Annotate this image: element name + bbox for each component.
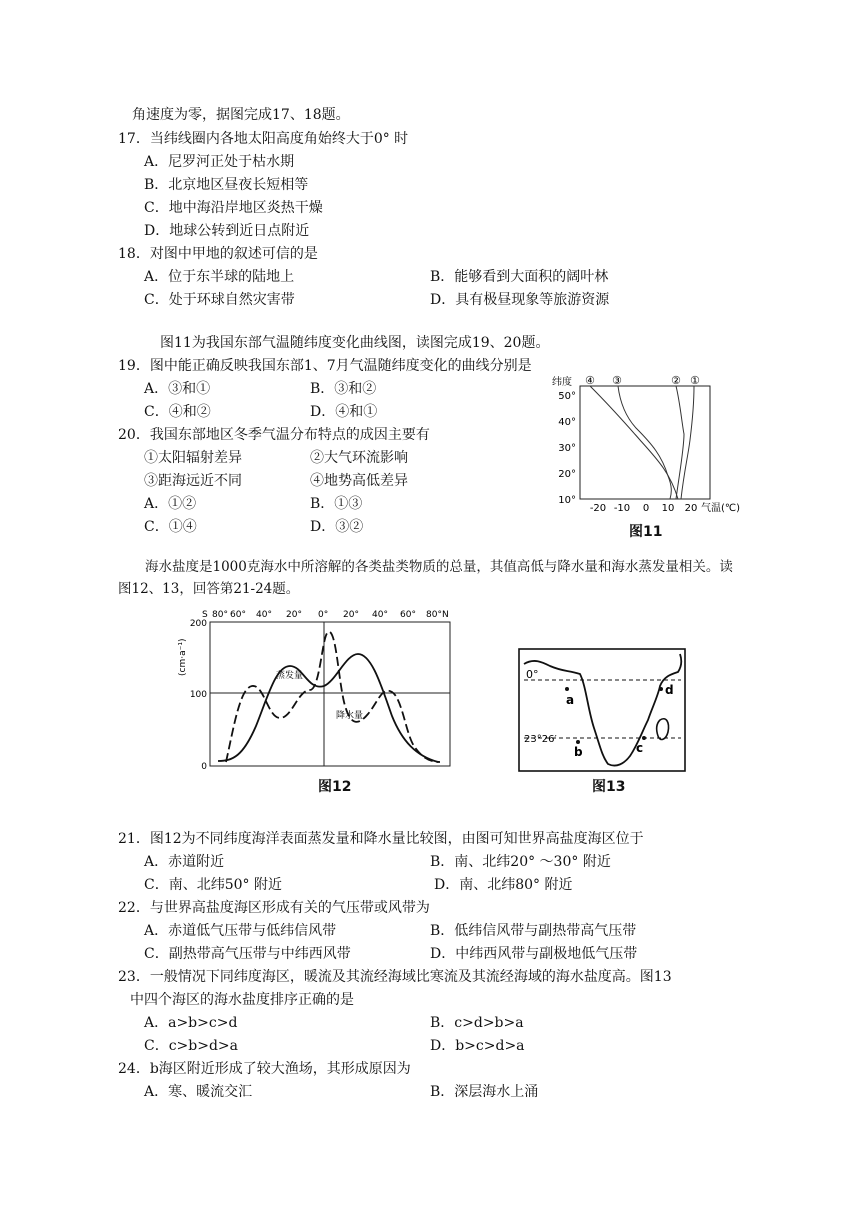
q18-option-b: B．能够看到大面积的阔叶林 — [430, 269, 609, 285]
fig11-caption: 图11 — [629, 524, 663, 540]
q23-option-d: D．b>c>d>a — [430, 1038, 525, 1054]
q20-option-d: D．③② — [310, 519, 364, 535]
figure-11-temperature-latitude-chart — [548, 372, 741, 514]
q23-option-b: B．c>d>b>a — [430, 1015, 524, 1031]
fig13-point-b: b — [574, 745, 583, 759]
q17-stem: 17．当纬线圈内各地太阳高度角始终大于0° 时 — [118, 131, 409, 147]
q20-item-4: ④地势高低差异 — [310, 473, 408, 489]
q22-option-c: C．副热带高气压带与中纬西风带 — [144, 946, 351, 962]
fig12-top-axis: S — [202, 610, 208, 620]
fig11-ytick: 30° — [558, 443, 576, 454]
q20-stem: 20．我国东部地区冬季气温分布特点的成因主要有 — [118, 427, 430, 443]
fig12-evaporation-label: 蒸发量 — [276, 671, 304, 681]
q18-stem: 18．对图中甲地的叙述可信的是 — [118, 246, 318, 262]
q23-stem: 23．一般情况下同纬度海区，暖流及其流经海域比寒流及其流经海域的海水盐度高。图13 — [118, 969, 672, 985]
q19-option-d: D．④和① — [310, 404, 378, 420]
q17-option-a: A．尼罗河正处于枯水期 — [144, 154, 295, 170]
fig13-tropic-label: 23°26′ — [524, 734, 557, 745]
salinity-intro: 海水盐度是1000克海水中所溶解的各类盐类物质的总量，其值高低与降水量和海水蒸发量相关。读图12、13，回答第21-24题。 — [118, 559, 733, 597]
intro-text: 角速度为零，据图完成17、18题。 — [132, 107, 350, 123]
q21-option-a: A．赤道附近 — [144, 854, 225, 870]
fig11-xtick: 0 — [642, 503, 650, 514]
fig13-point-a: a — [566, 693, 575, 707]
fig12-ytick: 200 — [189, 619, 207, 629]
fig11-intro: 图11为我国东部气温随纬度变化曲线图，读图完成19、20题。 — [160, 335, 550, 351]
fig12-ylabel: (cm·a⁻¹) — [178, 638, 188, 676]
fig12-top-axis: 20° — [343, 610, 359, 620]
q21-option-b: B．南、北纬20° ～30° 附近 — [430, 854, 611, 870]
q22-option-a: A．赤道低气压带与低纬信风带 — [144, 923, 337, 939]
fig12-top-axis: 60° — [230, 610, 246, 620]
fig12-precipitation-label: 降水量 — [336, 711, 364, 721]
fig12-ytick: 100 — [189, 690, 207, 700]
fig12-top-axis: 80° — [212, 610, 228, 620]
q20-item-1: ①太阳辐射差异 — [144, 450, 242, 466]
q21-option-c: C．南、北纬50° 附近 — [144, 877, 282, 893]
fig13-equator-label: 0° — [526, 668, 539, 681]
q19-option-b: B．③和② — [310, 381, 377, 397]
fig11-curve-label-4: ④ — [585, 374, 595, 387]
fig11-ytick: 40° — [558, 417, 576, 428]
fig12-top-axis: 20° — [286, 610, 302, 620]
q18-option-a: A．位于东半球的陆地上 — [144, 269, 295, 285]
q21-option-d: D．南、北纬80° 附近 — [434, 877, 573, 893]
q18-option-d: D．具有极昼现象等旅游资源 — [430, 292, 610, 308]
fig11-xtick: 20 — [684, 503, 698, 514]
fig13-point-d: d — [665, 683, 674, 697]
fig12-top-axis: 40° — [372, 610, 388, 620]
q23-option-c: C．c>b>d>a — [144, 1038, 239, 1054]
fig11-ylabel: 纬度 — [552, 377, 572, 388]
q17-option-c: C．地中海沿岸地区炎热干燥 — [144, 200, 323, 216]
fig12-top-axis: 40° — [256, 610, 272, 620]
figure-13-africa-sea-map — [516, 646, 688, 774]
fig13-point-c: c — [636, 741, 644, 755]
fig12-top-axis: 80°N — [426, 610, 449, 620]
fig11-ytick: 50° — [558, 391, 576, 402]
q17-option-b: B．北京地区昼夜长短相等 — [144, 177, 309, 193]
fig11-xtick: 10 — [661, 503, 675, 514]
fig11-ytick: 10° — [558, 495, 576, 506]
q22-option-b: B．低纬信风带与副热带高气压带 — [430, 923, 637, 939]
figure-12-evaporation-precipitation-chart — [168, 606, 464, 774]
fig12-caption: 图12 — [318, 779, 352, 795]
fig11-curve-4 — [590, 386, 678, 499]
q17-option-d: D．地球公转到近日点附近 — [144, 223, 310, 239]
q22-stem: 22．与世界高盐度海区形成有关的气压带或风带为 — [118, 900, 430, 916]
fig12-top-axis: 60° — [400, 610, 416, 620]
q20-item-2: ②大气环流影响 — [310, 450, 408, 466]
fig11-xlabel: 气温(℃) — [701, 503, 741, 514]
q19-stem: 19．图中能正确反映我国东部1、7月气温随纬度变化的曲线分别是 — [118, 358, 532, 374]
q20-option-b: B．①③ — [310, 496, 363, 512]
q20-option-c: C．①④ — [144, 519, 197, 535]
africa-coastline — [524, 654, 681, 766]
fig11-curve-label-2: ② — [671, 374, 681, 387]
fig11-curve-1 — [681, 386, 694, 499]
fig11-curve-3 — [618, 386, 671, 499]
q19-option-c: C．④和② — [144, 404, 211, 420]
q24-option-b: B．深层海水上涌 — [430, 1084, 539, 1100]
fig11-xtick: -10 — [613, 503, 631, 514]
fig12-evaporation-curve — [218, 654, 438, 762]
fig13-caption: 图13 — [592, 779, 626, 795]
q22-option-d: D．中纬西风带与副极地低气压带 — [430, 946, 638, 962]
q20-item-3: ③距海远近不同 — [144, 473, 242, 489]
q23-stem-continued: 中四个海区的海水盐度排序正确的是 — [130, 992, 354, 1008]
fig11-ytick: 20° — [558, 469, 576, 480]
fig11-curve-label-1: ① — [690, 374, 700, 387]
q19-option-a: A．③和① — [144, 381, 211, 397]
q24-option-a: A．寒、暖流交汇 — [144, 1084, 253, 1100]
fig11-curve-label-3: ③ — [612, 374, 622, 387]
madagascar-island — [657, 719, 669, 740]
fig12-ytick: 0 — [201, 762, 207, 772]
q23-option-a: A．a>b>c>d — [144, 1015, 238, 1031]
fig11-xtick: -20 — [589, 503, 607, 514]
q21-stem: 21．图12为不同纬度海洋表面蒸发量和降水量比较图，由图可知世界高盐度海区位于 — [118, 831, 644, 847]
fig12-top-axis: 0° — [318, 610, 329, 620]
q20-option-a: A．①② — [144, 496, 197, 512]
q18-option-c: C．处于环球自然灾害带 — [144, 292, 295, 308]
q24-stem: 24．b海区附近形成了较大渔场，其形成原因为 — [118, 1061, 411, 1077]
